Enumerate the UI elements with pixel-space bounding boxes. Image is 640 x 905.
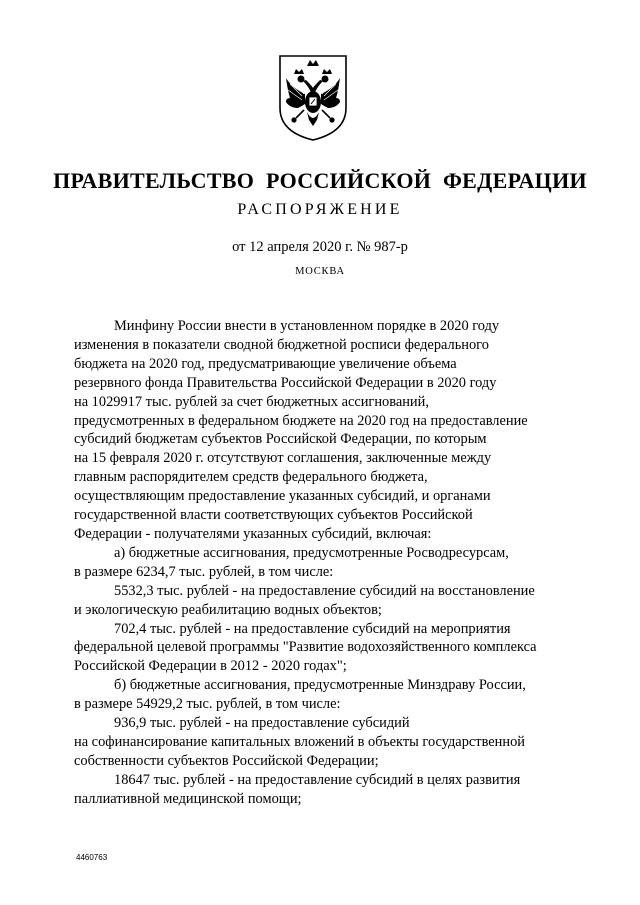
body-paragraph: 702,4 тыс. рублей - на предоставление субсидий на мероприятия федеральной целевой программы "Развитие водохозяйственного комплекса Российской Федерации в 2012 - 2020 годах"; (74, 620, 537, 675)
coat-of-arms-icon (274, 52, 352, 142)
document-city: МОСКВА (295, 266, 345, 277)
body-paragraph: 18647 тыс. рублей - на предоставление субсидий в целях развития паллиативной медицинской помощи; (74, 771, 521, 807)
document-type: РАСПОРЯЖЕНИЕ (237, 201, 403, 218)
body-paragraph: 936,9 тыс. рублей - на предоставление субсидий на софинансирование капитальных вложений в объекты государственной собственности субъектов Российской Федерации; (74, 715, 525, 769)
body-paragraph: Минфину России внести в установленном порядке в 2020 году изменения в показатели сводной бюджетной росписи федерального бюджета на 2020 год, предусматривающие увеличение объема резервного фонда Правительства Российской Федерации в 2020 году на 1029917 тыс. рублей за счет бюджетных ассигнований, предусмотренных в федеральном бюджете на 2020 год на предоставление субсидий бюджетам субъектов Российской Федерации, по которым на 15 февраля 2020 г. отсутствуют соглашения, заключенные между главным распорядителем средств федерального бюджета, осуществляющим предоставление указанных субсидий, и органами государственной власти соответствующих субъектов Российской Федерации - получателями указанных субсидий, включая: (74, 318, 528, 542)
document-date-number: от 12 апреля 2020 г. № 987-р (232, 239, 408, 255)
body-paragraph: 5532,3 тыс. рублей - на предоставление субсидий на восстановление и экологическую реабилитацию водных объектов; (74, 582, 535, 618)
government-title: ПРАВИТЕЛЬСТВО РОССИЙСКОЙ ФЕДЕРАЦИИ (53, 168, 587, 193)
body-paragraph: а) бюджетные ассигнования, предусмотренные Росводресурсам, в размере 6234,7 тыс. рублей, в том числе: (74, 544, 509, 580)
document-registry-number: 4460763 (76, 853, 108, 862)
document-body (74, 317, 558, 809)
body-paragraph: б) бюджетные ассигнования, предусмотренные Минздраву России, в размере 54929,2 тыс. рублей, в том числе: (74, 677, 526, 713)
